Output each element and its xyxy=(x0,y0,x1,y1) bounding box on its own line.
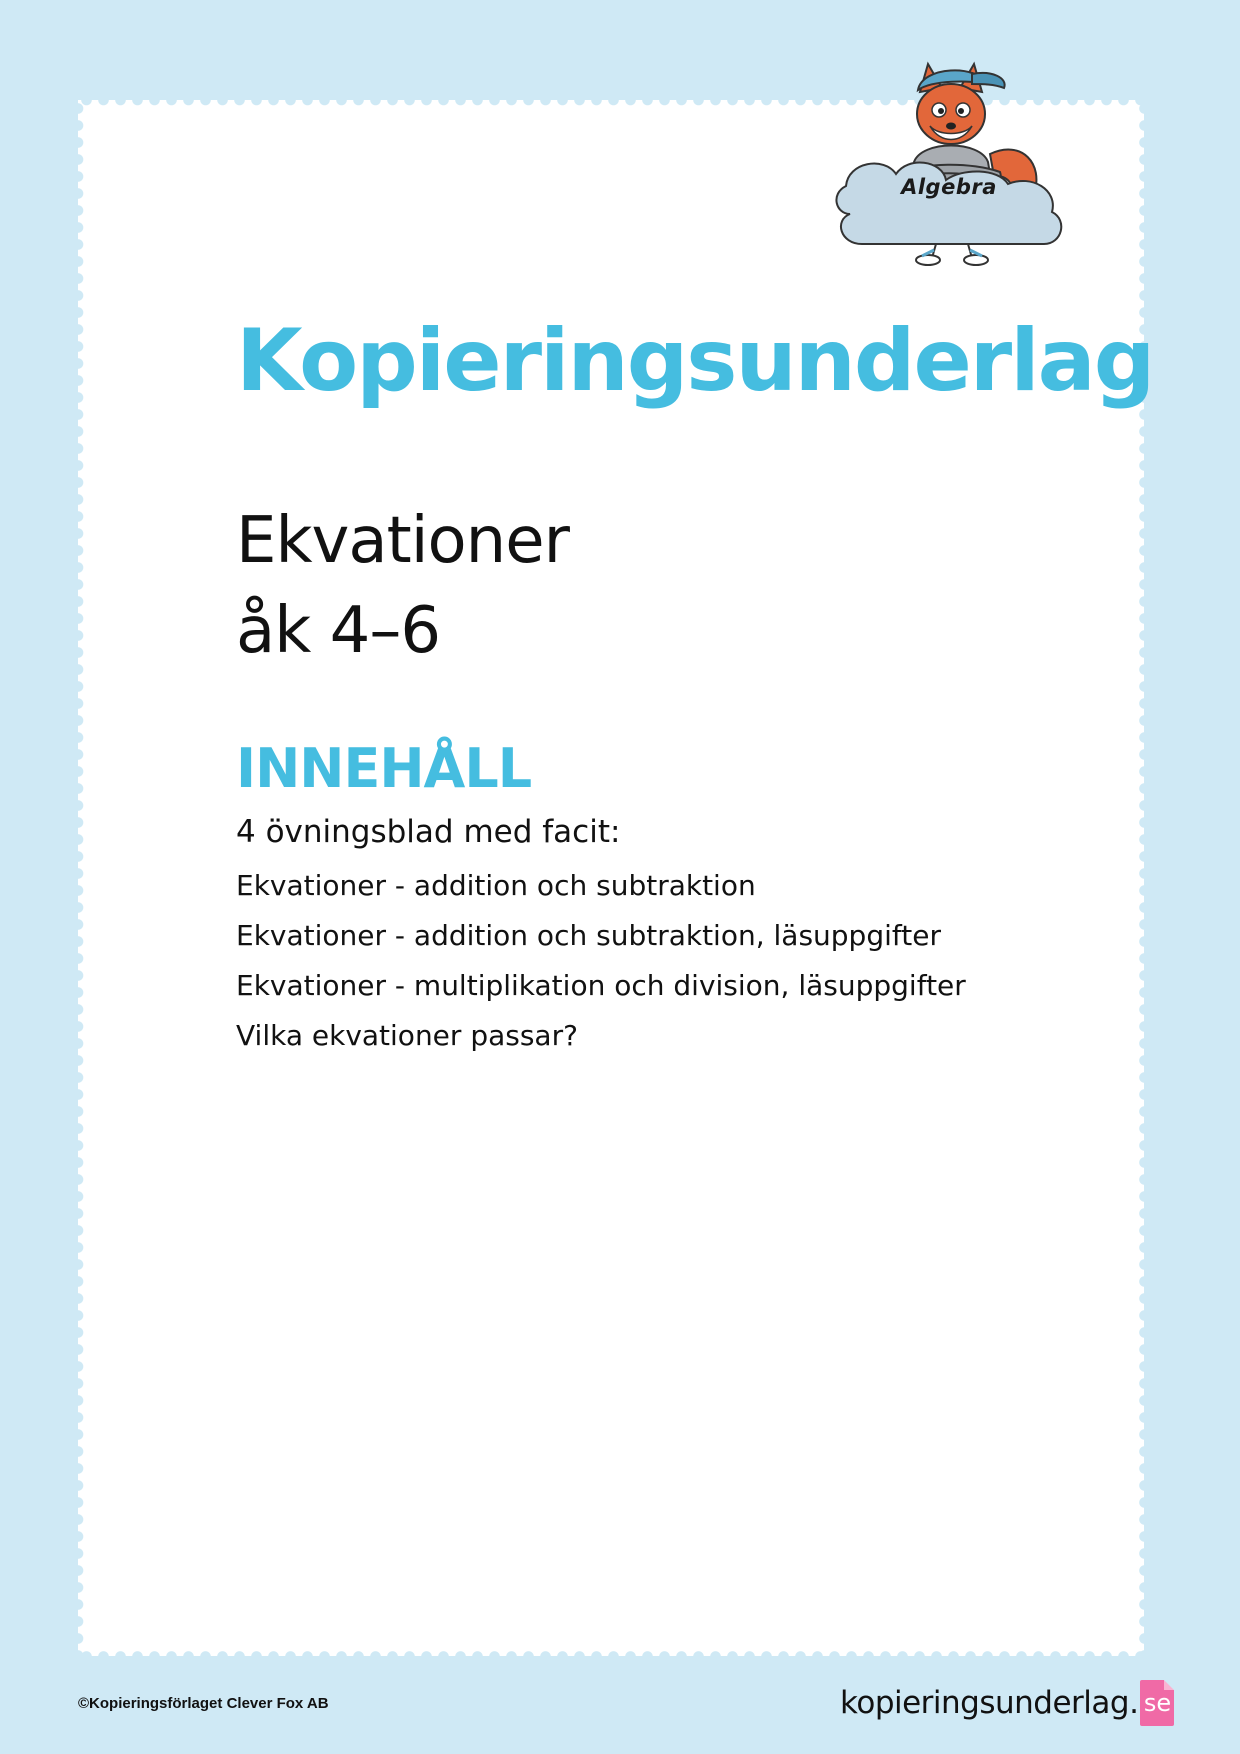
footer-logo[interactable] xyxy=(840,1678,1174,1728)
logo-text: kopieringsunderlag. xyxy=(840,1685,1139,1721)
contents-item: Ekvationer - multiplikation och division, läsuppgifter xyxy=(236,969,966,1002)
subject-line: Ekvationer xyxy=(236,504,569,578)
category-label: Algebra xyxy=(901,175,997,199)
contents-item: Ekvationer - addition och subtraktion, läsuppgifter xyxy=(236,919,941,952)
subject-title xyxy=(236,496,569,676)
logo-tld-badge: se xyxy=(1140,1680,1174,1726)
contents-item: Vilka ekvationer passar? xyxy=(236,1019,578,1052)
contents-item: Ekvationer - addition och subtraktion xyxy=(236,869,756,902)
contents-list xyxy=(236,866,966,1066)
contents-heading: INNEHÅLL xyxy=(236,737,532,800)
brand-title: Kopieringsunderlag xyxy=(236,311,1154,411)
contents-lead: 4 övningsblad med facit: xyxy=(236,814,621,850)
copyright-text: ©Kopieringsförlaget Clever Fox AB xyxy=(78,1695,329,1712)
fox-mascot-icon xyxy=(822,44,1088,266)
grade-line: åk 4–6 xyxy=(236,594,441,668)
